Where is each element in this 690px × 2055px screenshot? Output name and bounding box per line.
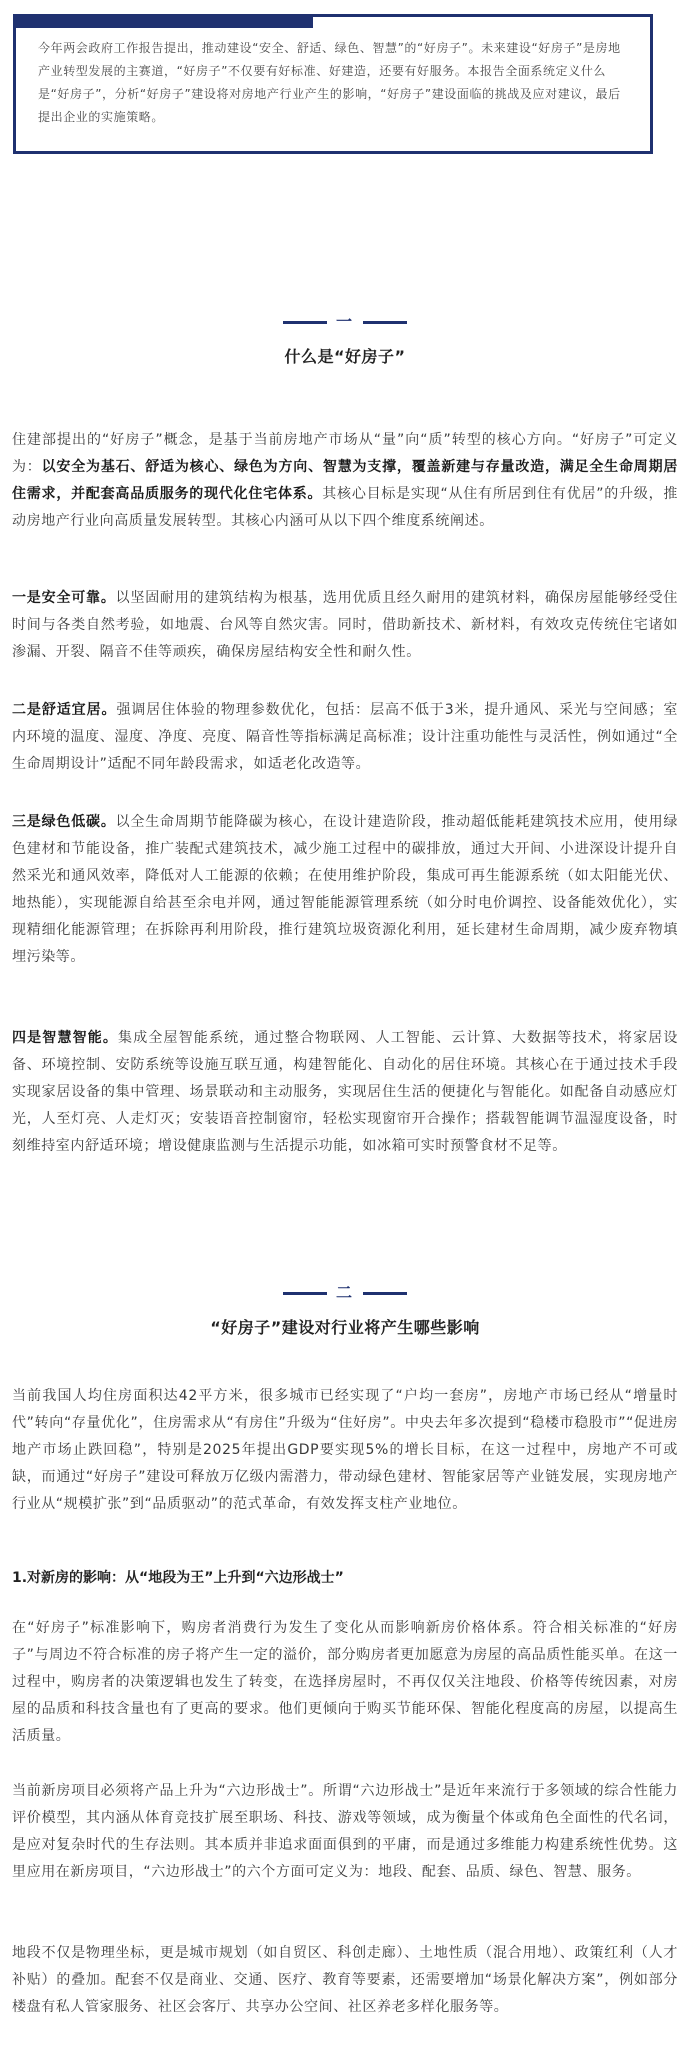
- section-2-number: 二: [335, 1283, 352, 1302]
- dimension-safety-paragraph: [12, 585, 678, 666]
- intro-accent-bar: [13, 14, 313, 28]
- heading-bar-left: [283, 321, 327, 324]
- dimension-smart-body: 集成全屋智能系统，通过整合物联网、人工智能、云计算、大数据等技术，将家居设备、环境控制、安防系统等设施互联互通，构建智能化、自动化的居住环境。其核心在于通过技术手段实现家居设备的集中管理、场景联动和主动服务，实现居住生活的便捷化与智能化。如配备自动感应灯光，人至灯亮、人走灯灭；安装语音控制窗帘，轻松实现窗帘开合操作；搭载智能调节温湿度设备，时刻维持室内舒适环境；增设健康监测与生活提示功能，如冰箱可实时预警食材不足等。: [12, 1030, 678, 1154]
- new-homes-paragraph-2: 当前新房项目必须将产品上升为“六边形战士”。所谓“六边形战士”是近年来流行于多领域的综合性能力评价模型，其内涵从体育竞技扩展至职场、科技、游戏等领域，成为衡量个体或角色全面性的代名词，是应对复杂时代的生存法则。其本质并非追求面面俱到的平庸，而是通过多维能力构建系统性优势。这里应用在新房项目，“六边形战士”的六个方面可定义为：地段、配套、品质、绿色、智慧、服务。: [12, 1783, 678, 1880]
- intro-text: 今年两会政府工作报告提出，推动建设“安全、舒适、绿色、智慧”的“好房子”。未来建设“好房子”是房地产业转型发展的主赛道，“好房子”不仅要有好标准、好建造，还要有好服务。本报告全面系统定义什么是“好房子”，分析“好房子”建设将对房地产行业产生的影响，“好房子”建设面临的挑战及应对建议，最后提出企业的实施策略。: [38, 41, 621, 124]
- paragraph-text: 其核心目标是实现“从住有所居到住有优居”的升级，推动房地产行业向高质量发展转型。其核心内涵可从以下四个维度系统阐述。: [12, 486, 678, 529]
- heading-bar-right: [363, 1292, 407, 1295]
- section-1-heading: [0, 312, 690, 367]
- dimension-smart-heading: 四是智慧智能。: [12, 1030, 119, 1046]
- dimension-comfort-body: 强调居住体验的物理参数优化，包括：层高不低于3米，提升通风、采光与空间感；室内环境的温度、湿度、净度、亮度、隔音性等指标满足高标准；设计注重功能性与灵活性，例如通过“全生命周期设计”适配不同年龄段需求，如适老化改造等。: [12, 702, 678, 772]
- definition-highlight: 以安全为基石、舒适为核心、绿色为方向、智慧为支撑，覆盖新建与存量改造，满足全生命周期居住需求，并配套高品质服务的现代化住宅体系。: [12, 459, 678, 502]
- paragraph-text: 住建部提出的“好房子”概念，是基于当前房地产市场从“量”向“质”转型的核心方向。“好房子”可定义为：: [12, 432, 678, 475]
- section-2-heading: [0, 1283, 690, 1338]
- section-2-title: “好房子”建设对行业将产生哪些影响: [210, 1318, 480, 1337]
- section-1-number: 一: [335, 312, 352, 331]
- dimension-green-paragraph: [12, 809, 678, 971]
- subheading-new-homes: 1.对新房的影响：从“地段为王”上升到“六边形战士”: [12, 1570, 344, 1586]
- section-1-title: 什么是“好房子”: [284, 347, 406, 366]
- dimension-safety-heading: 一是安全可靠。: [12, 590, 116, 606]
- section-1-intro-paragraph: [12, 427, 678, 535]
- dimension-green-body: 以全生命周期节能降碳为核心，在设计建造阶段，推动超低能耗建筑技术应用，使用绿色建材和节能设备，推广装配式建筑技术，减少施工过程中的碳排放，通过大开间、小进深设计提升自然采光和通风效率，降低对人工能源的依赖；在使用维护阶段，集成可再生能源系统（如太阳能光伏、地热能），实现能源自给甚至余电并网，通过智能能源管理系统（如分时电价调控、设备能效优化），实现精细化能源管理；在拆除再利用阶段，推行建筑垃圾资源化利用，延长建材生命周期，减少废弃物填埋污染等。: [12, 814, 678, 965]
- heading-bar-right: [363, 321, 407, 324]
- section-1-marker: [0, 312, 690, 332]
- section-2-marker: [0, 1283, 690, 1303]
- section-2-intro-paragraph: 当前我国人均住房面积达42平方米，很多城市已经实现了“户均一套房”，房地产市场已经从“增量时代”转向“存量优化”，住房需求从“有房住”升级为“住好房”。中央去年多次提到“稳楼市稳股市”“促进房地产市场止跌回稳”，特别是2025年提出GDP要实现5%的增长目标，在这一过程中，房地产不可或缺，而通过“好房子”建设可释放万亿级内需潜力，带动绿色建材、智能家居等产业链发展，实现房地产行业从“规模扩张”到“品质驱动”的范式革命，有效发挥支柱产业地位。: [12, 1388, 678, 1512]
- dimension-comfort-heading: 二是舒适宜居。: [12, 702, 117, 718]
- heading-bar-left: [283, 1292, 327, 1295]
- dimension-green-heading: 三是绿色低碳。: [12, 814, 116, 830]
- dimension-comfort-paragraph: [12, 697, 678, 778]
- intro-box: [13, 14, 653, 154]
- dimension-smart-paragraph: [12, 1025, 678, 1160]
- new-homes-paragraph-1: 在“好房子”标准影响下，购房者消费行为发生了变化从而影响新房价格体系。符合相关标准的“好房子”与周边不符合标准的房子将产生一定的溢价，部分购房者更加愿意为房屋的高品质性能买单。在这一过程中，购房者的决策逻辑也发生了转变，在选择房屋时，不再仅仅关注地段、价格等传统因素，对房屋的品质和科技含量也有了更高的要求。他们更倾向于购买节能环保、智能化程度高的房屋，以提高生活质量。: [12, 1620, 678, 1744]
- dimension-safety-body: 以坚固耐用的建筑结构为根基，选用优质且经久耐用的建筑材料，确保房屋能够经受住时间与各类自然考验，如地震、台风等自然灾害。同时，借助新技术、新材料，有效攻克传统住宅诸如渗漏、开裂、隔音不佳等顽疾，确保房屋结构安全性和耐久性。: [12, 590, 678, 660]
- new-homes-paragraph-3: 地段不仅是物理坐标，更是城市规划（如自贸区、科创走廊）、土地性质（混合用地）、政策红利（人才补贴）的叠加。配套不仅是商业、交通、医疗、教育等要素，还需要增加“场景化解决方案”，例如部分楼盘有私人管家服务、社区会客厅、共享办公空间、社区养老多样化服务等。: [12, 1945, 678, 2015]
